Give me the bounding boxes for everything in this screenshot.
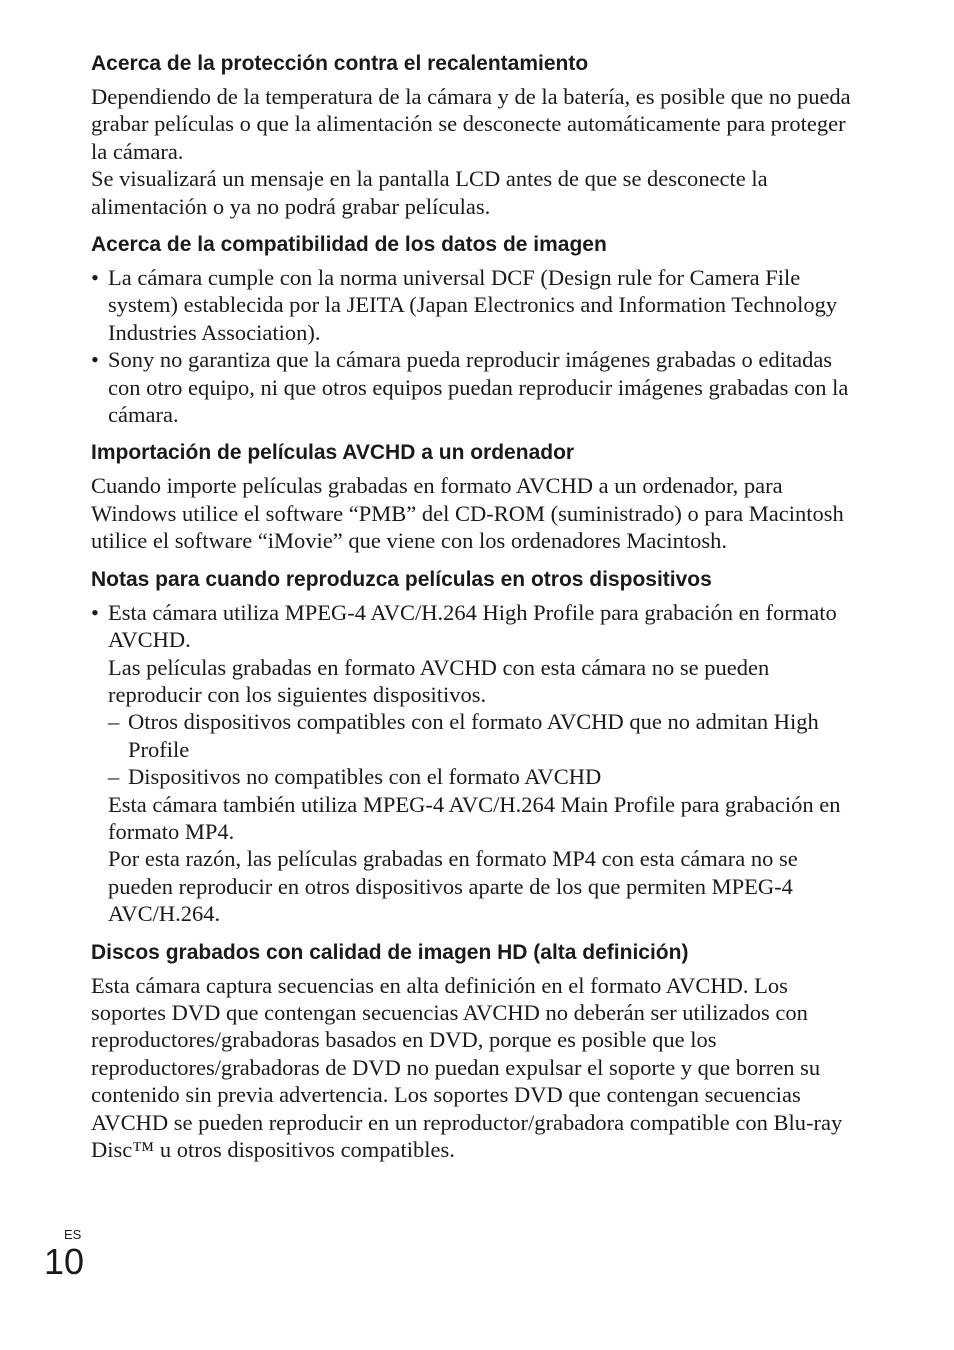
list-item-text: Esta cámara también utiliza MPEG-4 AVC/H.264 Main Profile para grabación en formato MP4. xyxy=(108,791,841,844)
section-heading: Discos grabados con calidad de imagen HD (alta definición) xyxy=(91,940,689,964)
dash-marker: – xyxy=(108,764,120,790)
list-item-text: Sony no garantiza que la cámara pueda reproducir imágenes grabadas o editadas con otro equipo, ni que otros equipos puedan reproducir imágenes grabadas con la cámara. xyxy=(108,347,849,428)
sub-list-item xyxy=(108,763,851,790)
section-playback-notes xyxy=(91,566,851,928)
section-import xyxy=(91,439,851,554)
section-overheat xyxy=(91,50,851,220)
bullet-marker: • xyxy=(91,347,99,373)
list-item-text: La cámara cumple con la norma universal DCF (Design rule for Camera File system) establecida por la JEITA (Japan Electronics and Information Technology Industries Association). xyxy=(108,265,838,345)
section-compatibility xyxy=(91,231,851,428)
list-item-text: Las películas grabadas en formato AVCHD con esta cámara no se pueden reproducir con los siguientes dispositivos. xyxy=(108,654,770,707)
dash-marker: – xyxy=(108,709,120,735)
section-heading: Acerca de la compatibilidad de los datos de imagen xyxy=(91,233,607,257)
list-item xyxy=(91,264,851,346)
list-item-text: Esta cámara utiliza MPEG-4 AVC/H.264 High Profile para grabación en formato AVCHD. xyxy=(108,599,837,653)
paragraph: Dependiendo de la temperatura de la cámara y de la batería, es posible que no pueda grabar películas o que la alimentación se desconecte automáticamente para proteger la cámara. xyxy=(91,84,851,164)
sub-list-item xyxy=(108,708,851,763)
list-item xyxy=(91,346,851,428)
sub-list-item-text: Otros dispositivos compatibles con el formato AVCHD que no admitan High Profile xyxy=(128,709,819,762)
section-heading: Acerca de la protección contra el recalentamiento xyxy=(91,52,589,75)
page-number: 10 xyxy=(44,1241,85,1282)
list-item-text: Por esta razón, las películas grabadas en formato MP4 con esta cámara no se pueden reproducir en otros dispositivos aparte de los que permiten MPEG-4 AVC/H.264. xyxy=(108,846,798,927)
language-code: ES xyxy=(64,1227,82,1242)
paragraph: Cuando importe películas grabadas en formato AVCHD a un ordenador, para Windows utilice el software “PMB” del CD-ROM (suministrado) o para Macintosh utilice el software “iMovie” que viene con los ordenadores Macintosh. xyxy=(91,473,844,554)
bullet-marker: • xyxy=(91,265,99,291)
paragraph: Esta cámara captura secuencias en alta definición en el formato AVCHD. Los soportes DVD que contengan secuencias AVCHD no deberán ser utilizados con reproductores/grabadoras basados en DVD, porque es posible que los reproductores/grabadoras de DVD no puedan expulsar el soporte y que borren su contenido sin previa advertencia. Los soportes DVD que contengan secuencias AVCHD se pueden reproducir en un reproductor/grabadora compatible con Blu-ray Disc™ u otros dispositivos compatibles. xyxy=(91,972,843,1162)
section-heading: Importación de películas AVCHD a un ordenador xyxy=(91,441,575,465)
section-heading: Notas para cuando reproduzca películas en otros dispositivos xyxy=(91,567,712,591)
paragraph: Se visualizará un mensaje en la pantalla LCD antes de que se desconecte la alimentación o ya no podrá grabar películas. xyxy=(91,166,768,219)
list-item xyxy=(91,599,851,928)
bullet-marker: • xyxy=(91,599,99,625)
sub-list-item-text: Dispositivos no compatibles con el formato AVCHD xyxy=(128,764,602,790)
section-hd-discs xyxy=(91,939,851,1164)
page-content xyxy=(91,50,851,1174)
